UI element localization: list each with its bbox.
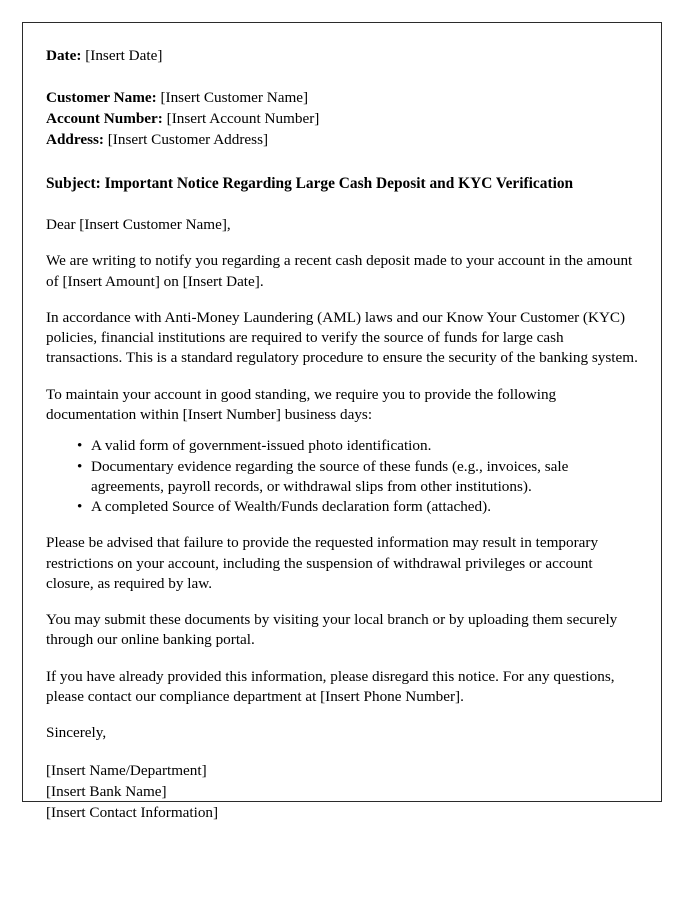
spacer-after-p2 <box>46 369 640 385</box>
spacer-after-p4 <box>46 594 640 610</box>
customer-name-value: [Insert Customer Name] <box>160 88 309 106</box>
account-number-value: [Insert Account Number] <box>166 109 320 127</box>
signature-name-department: [Insert Name/Department] <box>46 762 207 780</box>
spacer-before-list <box>46 425 640 436</box>
account-number-label: Account Number: <box>46 109 163 127</box>
paragraph-documentation-request: To maintain your account in good standing, we require you to provide the following documentation within [Insert Number] business days: <box>46 385 557 423</box>
paragraph-disregard-notice: If you have already provided this information, please disregard this notice. For any questions, please contact our compliance department at [Insert Phone Number]. <box>46 667 615 706</box>
list-item <box>46 457 640 498</box>
spacer-after-list <box>46 517 640 533</box>
list-item-text: A valid form of government-issued photo identification. <box>91 437 432 455</box>
spacer-after-p1 <box>46 292 640 308</box>
paragraph-submission-methods: You may submit these documents by visiting your local branch or by uploading them securely through our online banking portal. <box>46 611 618 649</box>
document-page-frame <box>22 22 662 822</box>
date-line <box>46 46 640 67</box>
account-number-line <box>46 109 640 130</box>
address-line <box>46 130 640 151</box>
list-item-text: A completed Source of Wealth/Funds declaration form (attached). <box>91 498 491 516</box>
spacer-after-date <box>46 67 640 88</box>
required-documents-list <box>46 436 640 517</box>
paragraph-noncompliance-warning: Please be advised that failure to provide the requested information may result in temporary restrictions on your account, including the suspension of withdrawal privileges or account closure, as required by law. <box>46 534 599 592</box>
list-item <box>46 497 640 517</box>
bullet-icon: • <box>77 498 83 516</box>
spacer-after-recipient <box>46 151 640 174</box>
signature-bank-name: [Insert Bank Name] <box>46 783 167 801</box>
letter-body <box>46 46 640 824</box>
signature-block <box>46 761 640 824</box>
salutation: Dear [Insert Customer Name], <box>46 216 231 234</box>
bullet-icon: • <box>77 437 83 455</box>
closing-salutation: Sincerely, <box>46 724 107 742</box>
signature-contact-information: [Insert Contact Information] <box>46 804 219 822</box>
spacer-after-salutation <box>46 235 640 251</box>
customer-name-line <box>46 88 640 109</box>
customer-name-label: Customer Name: <box>46 88 157 106</box>
date-label: Date: <box>46 47 82 64</box>
address-label: Address: <box>46 130 104 148</box>
recipient-block <box>46 88 640 151</box>
list-item-text: Documentary evidence regarding the source of these funds (e.g., invoices, sale agreements, payroll records, or withdrawal slips from other institutions). <box>91 457 569 495</box>
subject-line: Subject: Important Notice Regarding Large Cash Deposit and KYC Verification <box>46 174 574 192</box>
address-value: [Insert Customer Address] <box>107 130 269 148</box>
bullet-icon: • <box>77 457 83 475</box>
spacer-before-signature <box>46 743 640 761</box>
spacer-after-p5 <box>46 651 640 667</box>
list-item <box>46 436 640 456</box>
spacer-after-subject <box>46 194 640 215</box>
paragraph-deposit-notice: We are writing to notify you regarding a recent cash deposit made to your account in the amount of [Insert Amount] on [Insert Date]. <box>46 252 633 290</box>
spacer-after-p6 <box>46 707 640 723</box>
paragraph-aml-kyc-policy: In accordance with Anti-Money Laundering (AML) laws and our Know Your Customer (KYC) policies, financial institutions are required to verify the source of funds for large cash transactions. This is a standard regulatory procedure to ensure the security of the banking system. <box>46 308 638 367</box>
date-value: [Insert Date] <box>85 47 163 64</box>
